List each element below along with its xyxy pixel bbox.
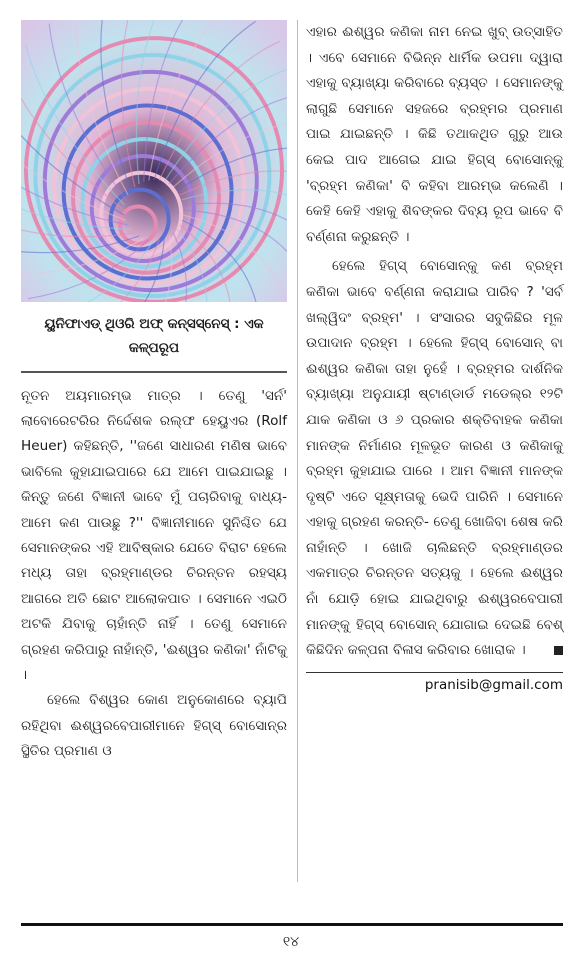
footer-rule: [21, 923, 563, 926]
paragraph: ଏହାର ଈଶ୍ୱର କଣିକା ନାମ ନେଇ ଖୁବ୍ ଉତ୍ସାହିତ । ଏବେ ସେମାନେ ବିଭିନ୍ନ ଧାର୍ମିକ ଉପମା ଦ୍ୱାରା ଏହାକୁ ବ୍ୟାଖ୍ୟା କରିବାରେ ବ୍ୟସ୍ତ । ସେମାନଙ୍କୁ ଲାଗୁଛି ସେମାନେ ସହଜରେ ବ୍ରହ୍ମର ପ୍ରମାଣ ପାଇ ଯାଇଛନ୍ତି । କିଛି ତଥାକଥିତ ଗୁରୁ ଆଉ କେଇ ପାଦ ଆଗେଇ ଯାଇ ହିଗ୍‌ସ୍ ବୋସୋନ୍‌କୁ 'ବ୍ରହ୍ମ କଣିକା' ବି କହିବା ଆରମ୍ଭ କଲେଣି । କେହି କେହି ଏହାକୁ ଶିବଙ୍କର ଦିବ୍ୟ ରୂପ ଭାବେ ବି ବର୍ଣ୍ଣନା କରୁଛନ୍ତି ।: [306, 24, 563, 245]
right-body-text: [306, 20, 563, 664]
email-divider: [306, 672, 563, 673]
paragraph: ହେଲେ ବିଶ୍ୱର କୋଣ ଅନୁକୋଣରେ ବ୍ୟାପି ରହିଥିବା ଈଶ୍ୱରବେପାରୀମାନେ ହିଗ୍‌ସ୍ ବୋସୋନ୍‌ର ସ୍ଥିତିର ପ୍ରମାଣ ଓ: [21, 692, 287, 760]
page-number: ୧୪: [282, 934, 300, 950]
author-email: pranisib@gmail.com: [424, 676, 563, 693]
figure-caption: ୟୁନିଫାଏଡ୍ ଥିଓରି ଅଫ୍ କନ୍ସସ୍‌ନେସ୍ : ଏକ କଳ୍ପରୂପ: [44, 316, 264, 356]
right-column: [306, 20, 563, 693]
paragraph-text: ହେଲେ ହିଗ୍‌ସ୍ ବୋସୋନ୍‌କୁ କଣ ବ୍ରହ୍ମ କଣିକା ଭାବେ ବର୍ଣ୍ଣନା କରାଯାଇ ପାରିବ ? 'ସର୍ବ ଖଲ୍ୱିଦଂ ବ୍ରହ୍ମ' । ସଂସାରର ସବୁକିଛିର ମୂଳ ଉପାଦାନ ବ୍ରହ୍ମ । ହେଲେ ହିଗ୍‌ସ୍ ବୋସୋନ୍ ବା ଈଶ୍ୱର କଣିକା ତାହା ନୁହେଁ । ବ୍ରହ୍ମର ଦାର୍ଶନିକ ବ୍ୟାଖ୍ୟା ଅନୁଯାୟୀ ଷ୍ଟାଣ୍ଡାର୍ଡ ମଡେଲ୍‌ର ୧୨ଟି ଯାକ କଣିକା ଓ ୬ ପ୍ରକାର ଶକ୍ତିବାହକ କଣିକା ମାନଙ୍କ ନିର୍ମାଣର ମୂଳଭୂତ କାରଣ ଓ କଣିକାକୁ ବ୍ରହ୍ମ କୁହାଯାଇ ପାରେ । ଆମ ବିଜ୍ଞାନୀ ମାନଙ୍କ ଦୃଷ୍ଟି ଏତେ ସୂକ୍ଷ୍ମତାକୁ ଭେଦି ପାରିନି । ସେମାନେ ଏହାକୁ ଗ୍ରହଣ କରନ୍ତି- ତେଣୁ ଖୋଜିବା ଶେଷ କରି ନାହାଁନ୍ତି । ଖୋଜି ଚାଲିଛନ୍ତି ବ୍ରହ୍ମାଣ୍ଡର ଏକମାତ୍ର ଚିରନ୍ତନ ସତ୍ୟକୁ । ହେଲେ ଈଶ୍ୱର ନାଁ ଯୋଡ଼ି ହୋଇ ଯାଇଥିବାରୁ ଈଶ୍ୱରବେପାରୀ ମାନଙ୍କୁ ହିଗ୍‌ସ୍ ବୋସୋନ୍ ଯୋଗାଇ ଦେଇଛି ବେଶ୍ କିଛିଦିନ କଳ୍ପନା ବିଳାସ କରିବାର ଖୋରାକ ।: [306, 258, 563, 659]
paragraph: ନୂତନ ଅୟମାରମ୍ଭ ମାତ୍ର । ତେଣୁ 'ସର୍ନ' ଲାବୋରେଟରିର ନିର୍ଦ୍ଦେଶକ ରଲ୍‌ଫ ହେୟୁଏର (Rolf Heuer) କହିଛନ୍ତି, ''ଜଣେ ସାଧାରଣ ମଣିଷ ଭାବେ ଭାବିଲେ କୁହାଯାଇପାରେ ଯେ ଆମେ ପାଇଯାଇଛୁ । କିନ୍ତୁ ଜଣେ ବିଜ୍ଞାନୀ ଭାବେ ମୁଁ ପଚାରିବାକୁ ବାଧ୍ୟ- ଆମେ କଣ ପାଉଛୁ ?'' ବିଜ୍ଞାନୀମାନେ ସୁନିଶ୍ଚିତ ଯେ ସେମାନଙ୍କର ଏହି ଆବିଷ୍କାର ଯେତେ ବିରାଟ ହେଲେ ମଧ୍ୟ ତାହା ବ୍ରହ୍ମାଣ୍ଡର ଚିରନ୍ତନ ରହସ୍ୟ ଆଗରେ ଅତି ଛୋଟ ଆଲୋକପାତ । ସେମାନେ ଏଇଠି ଅଟକି ଯିବାକୁ ଚାହାଁନ୍ତି ନାହିଁ । ତେଣୁ ସେମାନେ ଗ୍ରହଣ କରିପାରୁ ନାହାଁନ୍ତି, 'ଈଶ୍ୱର କଣିକା' ନାଁଟିକୁ ।: [21, 387, 287, 683]
left-body-text: [21, 384, 287, 765]
end-mark-icon: [554, 646, 563, 655]
column-divider: [297, 20, 298, 882]
paragraph: [306, 254, 563, 664]
caption-divider: [21, 371, 287, 373]
artwork-svg: [21, 20, 287, 302]
left-column: [21, 20, 287, 765]
spiral-consciousness-artwork-icon: [21, 20, 287, 302]
